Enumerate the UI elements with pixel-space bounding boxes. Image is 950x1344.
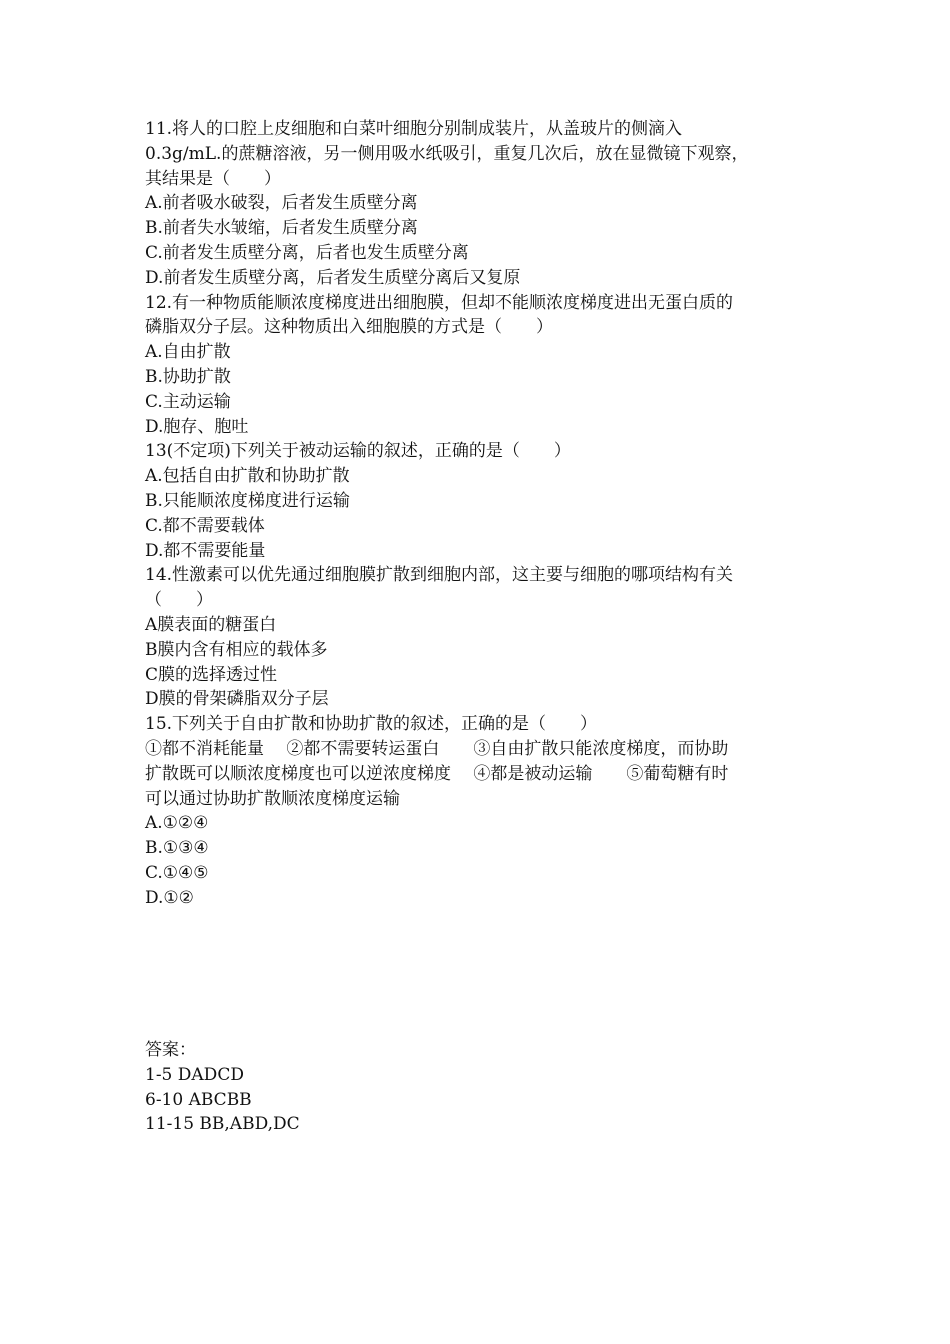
answer-option: C.①④⑤ <box>145 862 209 883</box>
answer-title: 答案： <box>145 1040 196 1060</box>
answer-option: B膜内含有相应的载体多 <box>145 639 328 660</box>
answer-line: 1-5 DADCD <box>145 1064 244 1085</box>
answer-option: A.①②④ <box>145 813 209 834</box>
answer-option: D.都不需要能量 <box>145 540 266 561</box>
answer-option: C.都不需要载体 <box>145 515 265 536</box>
question-stem-line: 可以通过协助扩散顺浓度梯度运输 <box>145 788 400 809</box>
questions-section <box>145 117 815 911</box>
question-stem-line: 0.3g/mL.的蔗糖溶液，另一侧用吸水纸吸引，重复几次后，放在显微镜下观察， <box>145 143 749 164</box>
answer-option: D膜的骨架磷脂双分子层 <box>145 689 329 710</box>
answer-option: C膜的选择透过性 <box>145 664 278 685</box>
question-stem-line: ①都不消耗能量 ②都不需要转运蛋白 ③自由扩散只能浓度梯度，而协助 <box>145 738 729 759</box>
question-11 <box>145 117 815 291</box>
question-14 <box>145 563 815 712</box>
question-stem-line: 其结果是（ ） <box>145 168 281 189</box>
answer-option: C.主动运输 <box>145 391 231 412</box>
question-stem-line: 13(不定项)下列关于被动运输的叙述，正确的是（ ） <box>145 441 571 462</box>
answer-line: 11-15 BB,ABD,DC <box>145 1114 300 1135</box>
question-stem-line: （ ） <box>145 590 213 611</box>
question-stem-line: 12.有一种物质能顺浓度梯度进出细胞膜，但却不能顺浓度梯度进出无蛋白质的 <box>145 292 734 313</box>
answer-option: B.只能顺浓度梯度进行运输 <box>145 490 350 511</box>
question-12 <box>145 291 815 440</box>
question-stem-line: 磷脂双分子层。这种物质出入细胞膜的方式是（ ） <box>145 317 553 338</box>
question-stem-line: 14.性激素可以优先通过细胞膜扩散到细胞内部，这主要与细胞的哪项结构有关 <box>145 565 734 586</box>
answer-option: D.前者发生质壁分离，后者发生质壁分离后又复原 <box>145 267 521 288</box>
answer-option: D.①② <box>145 887 194 908</box>
answer-key <box>145 1038 815 1137</box>
question-15 <box>145 712 815 910</box>
answer-option: A膜表面的糖蛋白 <box>145 614 277 635</box>
question-stem-line: 15.下列关于自由扩散和协助扩散的叙述，正确的是（ ） <box>145 714 598 735</box>
question-stem-line: 扩散既可以顺浓度梯度也可以逆浓度梯度 ④都是被动运输 ⑤葡萄糖有时 <box>145 763 729 784</box>
answer-option: A.前者吸水破裂，后者发生质壁分离 <box>145 193 418 214</box>
question-stem-line: 11.将人的口腔上皮细胞和白菜叶细胞分别制成装片，从盖玻片的侧滴入 <box>145 119 683 139</box>
answer-option: A.自由扩散 <box>145 342 231 363</box>
answer-option: B.协助扩散 <box>145 366 231 387</box>
question-13 <box>145 439 815 563</box>
answer-option: B.①③④ <box>145 838 209 859</box>
answer-option: B.前者失水皱缩，后者发生质壁分离 <box>145 218 418 239</box>
answer-option: C.前者发生质壁分离，后者也发生质壁分离 <box>145 242 469 263</box>
answer-line: 6-10 ABCBB <box>145 1089 252 1110</box>
answer-option: A.包括自由扩散和协助扩散 <box>145 466 350 487</box>
answer-option: D.胞存、胞吐 <box>145 416 249 437</box>
